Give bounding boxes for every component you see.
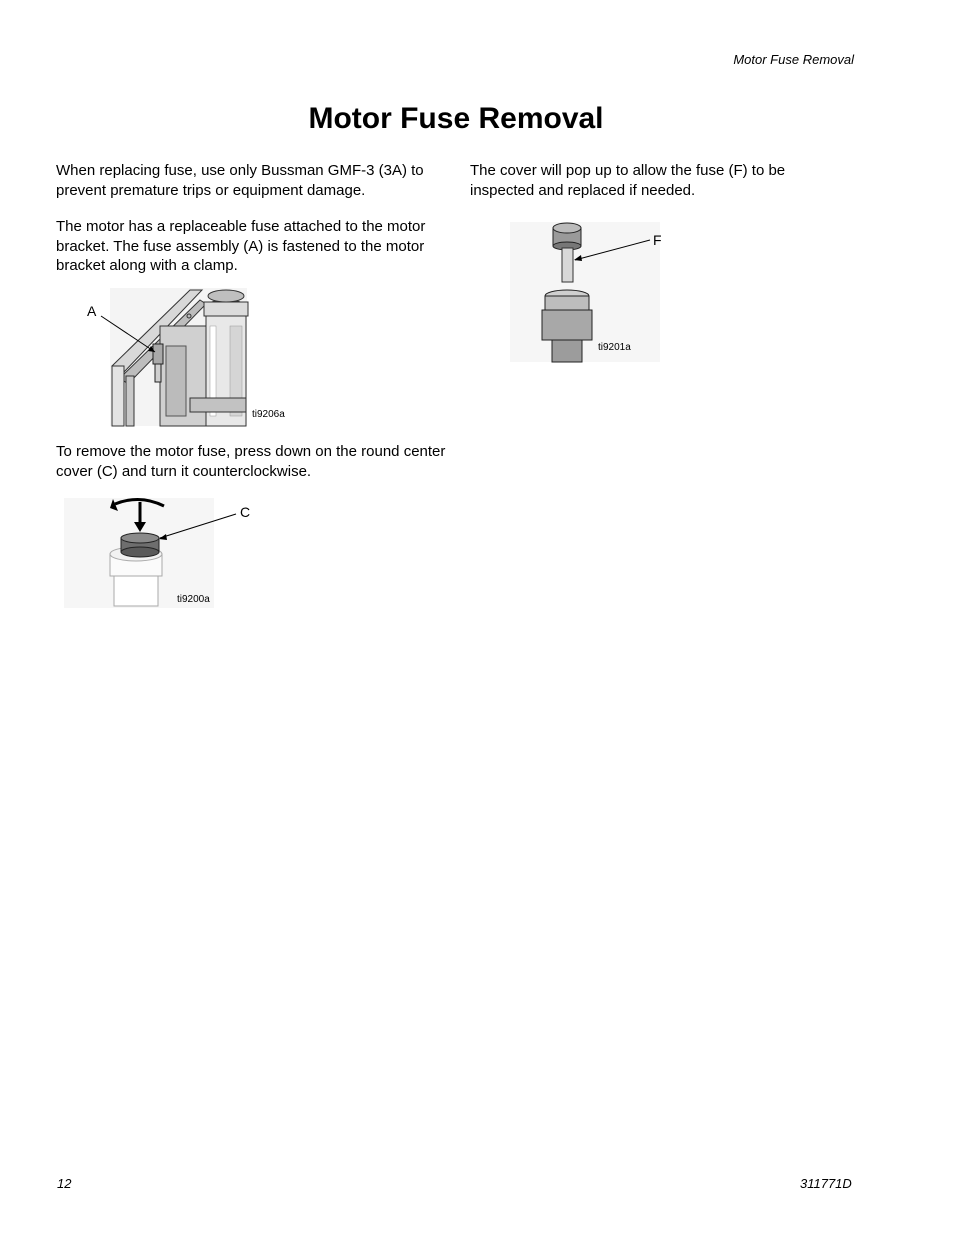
figure-id-label: ti9200a: [177, 594, 210, 605]
figure-id-label: ti9201a: [598, 342, 631, 353]
figure-motor-bracket: [80, 286, 300, 428]
page-number: 12: [57, 1176, 72, 1191]
paragraph-remove-cover: To remove the motor fuse, press down on the round center cover (C) and turn it counterclockwise.: [56, 443, 446, 480]
figure-id-label: ti9206a: [252, 409, 285, 420]
figure-cover-removal: [60, 494, 260, 610]
motor-bracket-illustration: [80, 286, 300, 428]
paragraph-inspect-fuse: The cover will pop up to allow the fuse (F) to be inspected and replaced if needed.: [470, 162, 786, 199]
figure-fuse-popped: [480, 218, 680, 364]
document-number: 311771D: [800, 1176, 852, 1191]
paragraph-fuse-spec: When replacing fuse, use only Bussman GMF-3 (3A) to prevent premature trips or equipment damage.: [56, 162, 424, 199]
callout-a: A: [87, 303, 97, 319]
page-title: Motor Fuse Removal: [308, 102, 604, 135]
callout-c: C: [240, 504, 251, 520]
cover-removal-illustration: [60, 494, 260, 610]
paragraph-fuse-location: The motor has a replaceable fuse attached to the motor bracket. The fuse assembly (A) is fastened to the motor bracket along with a clamp.: [56, 218, 426, 274]
callout-f: F: [653, 232, 662, 248]
fuse-illustration: [480, 218, 680, 364]
running-header: Motor Fuse Removal: [733, 52, 854, 67]
